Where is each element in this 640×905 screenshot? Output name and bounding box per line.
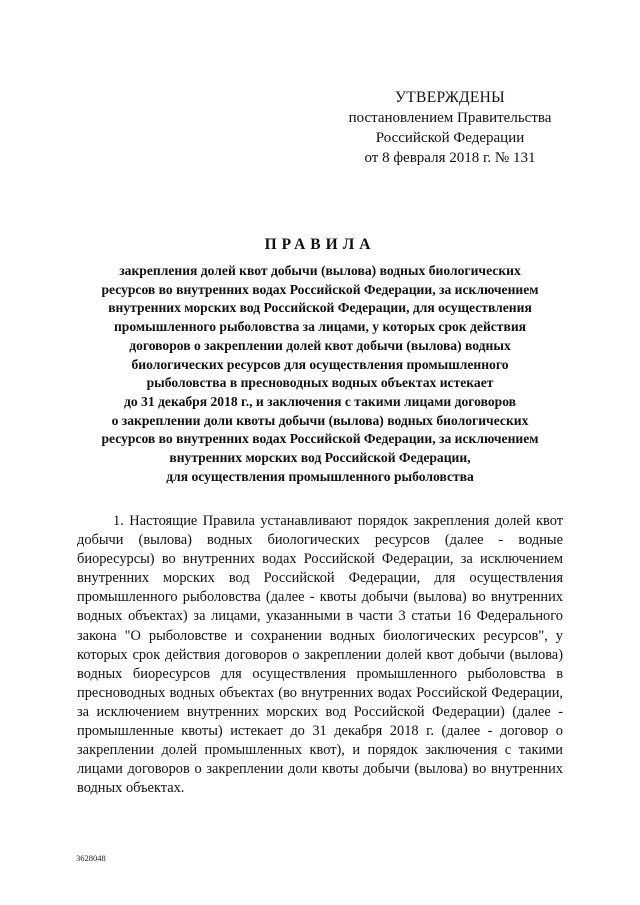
subtitle-line: ресурсов во внутренних водах Российской Федерации, за исключением — [101, 281, 539, 297]
approval-line-1: постановлением Правительства — [348, 110, 552, 126]
subtitle-line: закрепления долей квот добычи (вылова) водных биологических — [119, 263, 521, 278]
subtitle-line: внутренних морских вод Российской Федерации, для осуществления — [108, 300, 532, 316]
document-code: 3628048 — [76, 853, 106, 863]
subtitle-line: биологических ресурсов для осуществления промышленного — [131, 356, 509, 372]
approval-line-3: от 8 февраля 2018 г. № 131 — [364, 150, 536, 166]
subtitle-line: о закреплении доли квоты добычи (вылова) водных биологических — [111, 412, 529, 428]
subtitle-line: ресурсов во внутренних водах Российской Федерации, за исключением — [101, 431, 539, 447]
approval-stamp — [330, 88, 570, 168]
subtitle-line: для осуществления промышленного рыболовства — [166, 468, 474, 484]
subtitle-line: рыболовства в пресноводных водных объектах истекает — [146, 375, 494, 391]
paragraph-1: 1. Настоящие Правила устанавливают порядок закрепления долей квот добычи (вылова) водных биологических ресурсов (далее - водные биоресурсы) во внутренних водах Российской Федерации, за исключением внутренних морских вод Российской Федерации, для осуществления промышленного рыболовства (далее - квоты добычи (вылова) во внутренних водных объектах) за лицами, указанными в части 3 статьи 16 Федерального закона "О рыболовстве и сохранении водных биологических ресурсов", у которых срок действия договоров о закреплении долей квот добычи (вылова) водных биоресурсов для осуществления промышленного рыболовства в пресноводных водных объектах (во внутренних водах Российской Федерации, за исключением внутренних морских вод Российской Федерации) (далее - промышленные квоты) истекает до 31 декабря 2018 г. (далее - договор о закреплении долей промышленных квот), и порядок заключения с такими лицами договоров о закреплении доли квоты добычи (вылова) во внутренних водных объектах. — [77, 513, 563, 797]
document-subtitle — [70, 262, 570, 486]
subtitle-line: внутренних морских вод Российской Федерации, — [169, 450, 471, 466]
approval-line-2: Российской Федерации — [375, 130, 525, 146]
document-title: ПРАВИЛА — [264, 236, 376, 253]
approval-title: УТВЕРЖДЕНЫ — [395, 89, 505, 106]
subtitle-line: договоров о закреплении долей квот добычи (вылова) водных — [129, 337, 511, 353]
subtitle-line: до 31 декабря 2018 г., и заключения с такими лицами договоров — [123, 393, 517, 409]
subtitle-line: промышленного рыболовства за лицами, у которых срок действия — [113, 319, 527, 335]
